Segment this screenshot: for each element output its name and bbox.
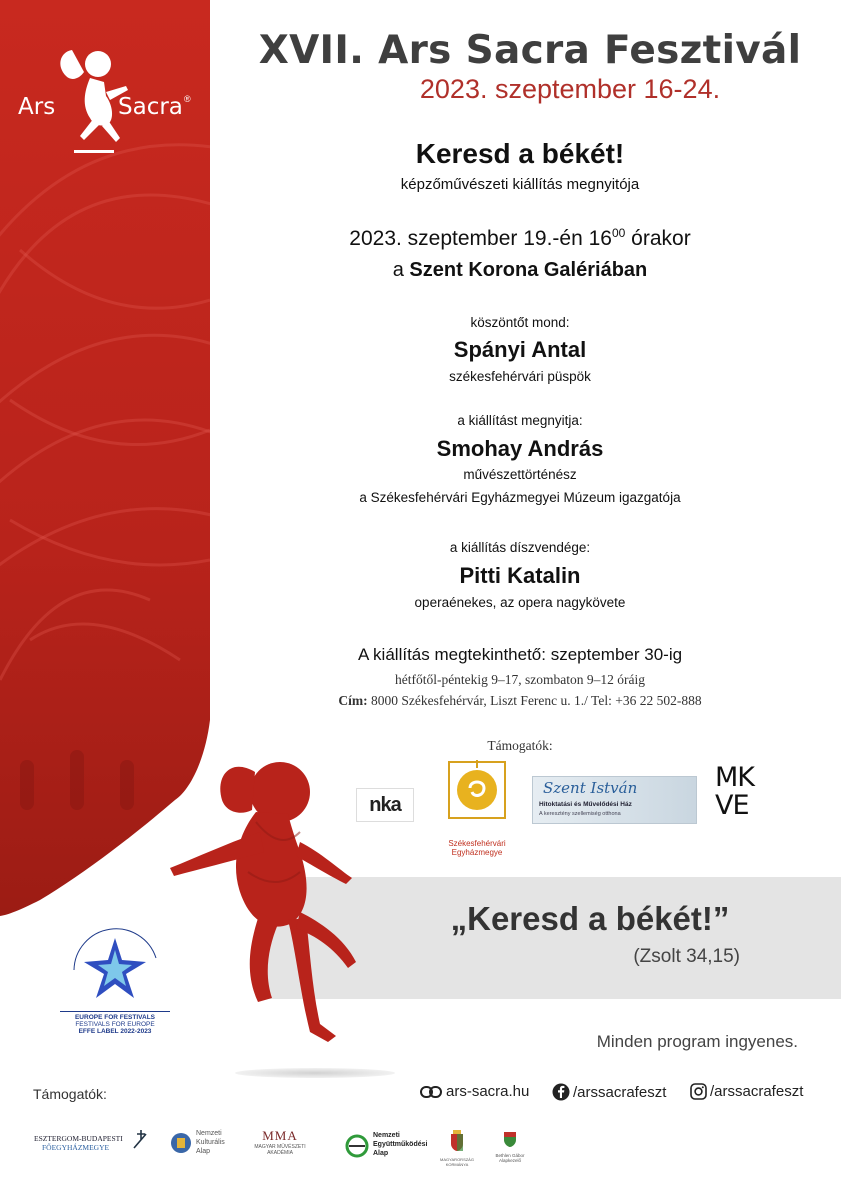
viewing-headline: A kiállítás megtekinthető: szeptember 30-ig — [357, 645, 683, 664]
facebook-link[interactable] — [552, 1083, 666, 1101]
speaker-2-desc-1: művészettörténész — [463, 467, 577, 482]
event-datetime-main: 2023. szeptember 19.-én 16 — [349, 227, 612, 250]
address-label: Cím: — [338, 693, 368, 708]
website-text: ars-sacra.hu — [446, 1083, 530, 1100]
effe-label-logo — [60, 928, 170, 1035]
quote-text: „Keresd a békét!” — [450, 900, 730, 937]
effe-line-2: FESTIVALS FOR EUROPE — [75, 1021, 155, 1028]
logo-word-sacra: Sacra — [118, 94, 183, 120]
kormany-logo — [432, 1130, 482, 1167]
festival-title: XVII. Ars Sacra Fesztivál — [258, 28, 802, 73]
instagram-link[interactable] — [690, 1083, 803, 1100]
venue-name: Szent Korona Galériában — [409, 259, 648, 281]
esztergom-text-1: ESZTERGOM-BUDAPESTI — [34, 1134, 123, 1143]
diocese-logo — [422, 758, 532, 857]
event-datetime-end: órakor — [625, 227, 691, 250]
szent-istvan-sub: Hitoktatási és Művelődési Ház — [539, 801, 632, 808]
speaker-3-role: a kiállítás díszvendége: — [449, 540, 591, 555]
link-icon — [420, 1084, 442, 1100]
speaker-3-desc: operaénekes, az opera nagykövete — [414, 595, 626, 610]
mkve-top: MK — [715, 762, 755, 793]
speaker-1-name: Spányi Antal — [453, 337, 587, 362]
ars-sacra-logo — [14, 42, 199, 162]
cherub-shadow — [235, 1068, 395, 1078]
logo-word-ars: Ars — [18, 94, 56, 120]
cherub-silhouette — [160, 752, 390, 1052]
diocese-emblem-icon — [422, 758, 532, 826]
mma-logo — [250, 1128, 310, 1160]
nea-text-2: Együttműködési — [373, 1141, 428, 1148]
bethlen-text-1: Bethlen Gábor — [495, 1153, 525, 1158]
diocese-name: Székesfehérvári Egyházmegye — [448, 839, 506, 857]
szent-istvan-title: Szent István — [543, 779, 638, 797]
event-title: Keresd a békét! — [415, 138, 625, 169]
nka-bottom-text-1: Nemzeti — [196, 1130, 222, 1137]
nka-bottom-logo — [170, 1128, 240, 1160]
free-program-note: Minden program ingyenes. — [596, 1032, 798, 1051]
speaker-3-name: Pitti Katalin — [459, 563, 581, 588]
speaker-1-role: köszöntőt mond: — [470, 315, 570, 330]
speaker-2-name: Smohay András — [436, 436, 604, 461]
viewing-address — [240, 693, 800, 709]
effe-line-1: EUROPE FOR FESTIVALS — [60, 1011, 170, 1021]
bethlen-logo — [490, 1130, 530, 1164]
nka-bottom-text-2: Kulturális — [196, 1139, 225, 1146]
event-subtitle: képzőművészeti kiállítás megnyitója — [400, 176, 640, 193]
nka-logo-text: nka — [369, 793, 401, 816]
facebook-text: /arssacrafeszt — [573, 1083, 667, 1101]
effe-star-icon — [60, 928, 170, 1006]
effe-line-3: EFFE LABEL 2022-2023 — [78, 1028, 152, 1035]
instagram-text: /arssacrafeszt — [710, 1083, 804, 1100]
coat-of-arms-icon — [449, 1130, 465, 1152]
nea-text-1: Nemzeti — [373, 1132, 400, 1139]
nea-logo-icon — [345, 1134, 369, 1158]
nea-logo — [345, 1132, 445, 1162]
address-text: 8000 Székesfehérvár, Liszt Ferenc u. 1./ Tel: +36 22 502-888 — [367, 693, 702, 708]
speaker-1-desc: székesfehérvári püspök — [449, 369, 591, 384]
sponsors-top-label: Támogatók: — [487, 738, 553, 753]
esztergom-cross-icon — [132, 1128, 150, 1150]
nka-crest-icon — [170, 1130, 192, 1156]
festival-date: 2023. szeptember 16-24. — [419, 74, 721, 104]
viewing-hours: hétfőtől-péntekig 9–17, szombaton 9–12 óráig — [394, 672, 646, 687]
bethlen-text-2: Alapkezelő — [498, 1158, 521, 1163]
mma-logo-mark: MMA — [262, 1128, 298, 1143]
mkve-bottom: VE — [715, 790, 749, 821]
event-datetime-minutes: 00 — [611, 226, 626, 240]
mkve-logo — [715, 764, 775, 824]
kormany-text: MAGYARORSZÁG KORMÁNYA — [440, 1157, 474, 1167]
szent-istvan-sub2: A keresztény szellemiség otthona — [539, 811, 621, 817]
sponsors-bottom-label: Támogatók: — [33, 1086, 107, 1102]
esztergom-text-2: FŐEGYHÁZMEGYE — [42, 1143, 110, 1152]
speaker-2-role: a kiállítást megnyitja: — [457, 413, 583, 428]
nka-bottom-text-3: Alap — [196, 1148, 211, 1155]
website-link[interactable] — [420, 1083, 529, 1100]
logo-registered-mark: ® — [184, 94, 191, 104]
szent-istvan-logo — [532, 776, 697, 824]
event-venue — [240, 259, 800, 282]
nea-text-3: Alap — [373, 1150, 389, 1157]
instagram-icon — [690, 1083, 707, 1100]
mma-logo-text: MAGYAR MŰVÉSZETI AKADÉMIA — [254, 1144, 306, 1156]
esztergom-logo — [34, 1128, 149, 1156]
venue-prefix: a — [392, 259, 410, 281]
speaker-2-desc-2: a Székesfehérvári Egyházmegyei Múzeum igazgatója — [359, 490, 681, 505]
event-datetime — [240, 226, 800, 251]
bethlen-shield-icon — [503, 1130, 517, 1148]
quote-reference: (Zsolt 34,15) — [633, 946, 740, 967]
facebook-icon — [552, 1083, 570, 1101]
